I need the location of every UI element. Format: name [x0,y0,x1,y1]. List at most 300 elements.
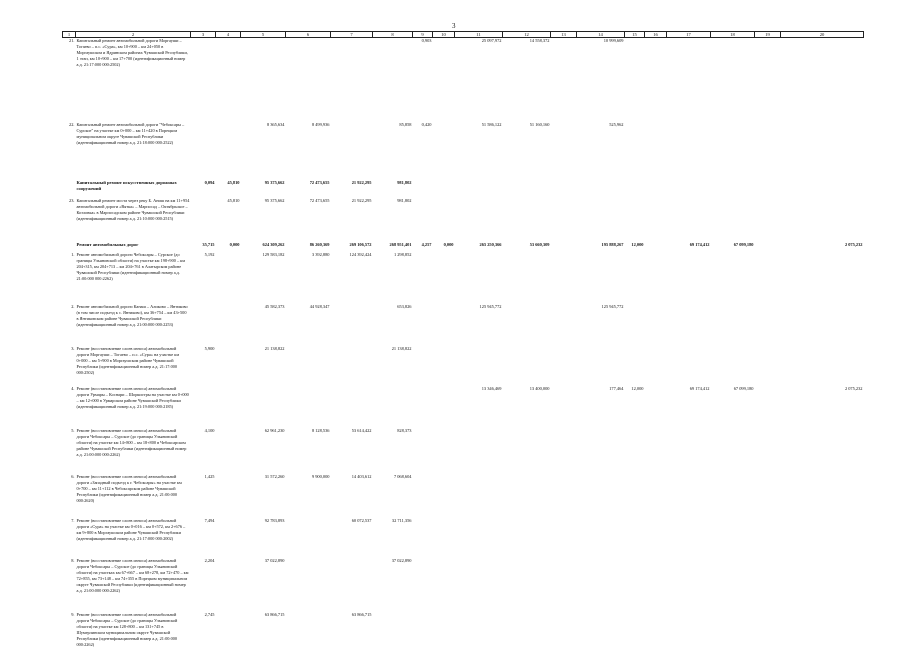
value-cell-20: 2 075,232 [844,385,863,391]
value-cell-14: 177,464 [609,385,624,391]
value-cell-9: 0,420 [421,121,432,127]
value-cell-15 [625,198,645,242]
value-cell-5: 8 365,634 [266,121,285,127]
value-cell-15: 12,000 [631,241,644,247]
value-cell-18: 67 099,180 [733,241,754,247]
value-cell-14 [577,346,625,386]
value-cell-10 [433,304,455,346]
value-cell-6 [286,346,331,386]
value-cell-11 [455,474,503,518]
value-cell-7 [331,386,373,428]
work-description: Ремонт (восстановление слоев износа) автомобильной дороги «Западный подъезд к г. Чебоксары» на участке км 0+700 – км 11+112 в Чебоксарском районе Чувашской Республики (идентификационный номер а.д. 21:00:000 000:2620) [76,473,182,503]
value-cell-8: 981,802 [397,197,412,203]
value-cell-3: 1,425 [204,473,215,479]
value-cell-14 [577,474,625,518]
value-cell-13 [551,252,577,304]
value-cell-15 [625,612,645,656]
value-cell-5: 62 961,230 [264,427,285,433]
column-header-17: 17 [667,32,711,38]
value-cell-11: 13 346,469 [481,385,502,391]
value-cell-4 [216,122,241,180]
page-number: 3 [452,22,456,30]
value-cell-13 [551,474,577,518]
value-cell-11 [455,198,503,242]
value-cell-4 [216,474,241,518]
value-cell-18 [711,38,755,122]
column-header-11: 11 [455,32,503,38]
value-cell-17 [667,198,711,242]
value-cell-13 [551,304,577,346]
value-cell-7: 21 922,295 [351,179,372,185]
work-description: Ремонт (восстановление слоев износа) автомобильной дороги Чебоксары – Сурское (до границы Ульяновской области) на участках км 67+667 – км 68+278, км 72+470 – км 72+855, км 73+148 – км 74+355 в Порецком муниципальном округе Чувашской Республики (идентификационный номер а.д. 21:00:000 000:2262) [76,557,189,593]
work-description: Ремонт (восстановление слоев износа) автомобильной дороги Чебоксары – Сурское (до границы Ульяновской области) на участке км 128+800 – км 131+745 в Шумерлинском муниципальном округе Чувашской Республики (идентификационный номер а.д. 21:00:000 000:2262) [76,611,178,647]
table-row [63,474,864,518]
value-cell-17 [667,180,711,198]
value-cell-4: 45,810 [227,179,240,185]
column-header-13: 13 [551,32,577,38]
value-cell-19 [755,38,781,122]
table-body [63,38,864,656]
value-cell-12 [503,518,551,558]
value-cell-15 [625,252,645,304]
value-cell-4 [216,346,241,386]
column-header-18: 18 [711,32,755,38]
value-cell-16 [645,558,667,612]
value-cell-14: 525,962 [609,121,624,127]
value-cell-3 [191,122,216,180]
value-cell-13 [551,558,577,612]
value-cell-11: 265 250,366 [479,241,502,247]
value-cell-14 [577,612,625,656]
value-cell-12: 14 558,372 [529,38,550,43]
value-cell-14 [577,428,625,474]
value-cell-15 [625,122,645,180]
value-cell-3: 0,094 [204,179,215,185]
value-cell-17 [667,38,711,122]
value-cell-10 [433,122,455,180]
value-cell-10 [433,346,455,386]
value-cell-10: 0,000 [443,241,454,247]
value-cell-11 [455,346,503,386]
value-cell-13 [551,180,577,198]
value-cell-18 [711,474,755,518]
value-cell-9 [413,428,433,474]
value-cell-7: 63 866,715 [351,611,372,617]
value-cell-11 [455,518,503,558]
value-cell-16 [645,38,667,122]
value-cell-3 [191,38,216,122]
value-cell-15 [625,304,645,346]
value-cell-7: 269 106,572 [349,241,372,247]
value-cell-8: 7 068,604 [393,473,412,479]
value-cell-12 [503,558,551,612]
value-cell-3 [191,304,216,346]
column-header-4: 4 [216,32,241,38]
value-cell-14 [577,180,625,198]
value-cell-8: 268 951,401 [389,241,412,247]
value-cell-4 [216,612,241,656]
value-cell-11 [455,180,503,198]
column-header-8: 8 [373,32,413,38]
value-cell-20 [781,180,864,198]
value-cell-13 [551,38,577,122]
column-header-6: 6 [286,32,331,38]
value-cell-6: 72 473,655 [309,179,330,185]
row-number: 2. [71,303,75,309]
value-cell-8 [373,386,413,428]
row-number: 23. [69,197,75,203]
value-cell-18 [711,180,755,198]
value-cell-18 [711,252,755,304]
row-number: 3. [71,345,75,351]
value-cell-5: 95 375,662 [264,179,285,185]
work-description: Ремонт (восстановление слоев износа) автомобильной дороги Моргауши – Тогаево – п.с. «Сура» на участке км 0+000 – км 5+900 в Моргаушском районе Чувашской Республики (идентификационный номер а.д. 21:17:000 000:2502) [76,345,180,375]
value-cell-15 [625,474,645,518]
value-cell-12 [503,346,551,386]
value-cell-17 [667,474,711,518]
column-header-10: 10 [433,32,455,38]
value-cell-3: 5,192 [204,251,215,257]
value-cell-13 [551,242,577,252]
value-cell-12 [503,474,551,518]
value-cell-13 [551,346,577,386]
value-cell-12 [503,428,551,474]
work-description: Капитальный ремонт автомобильной дороги Моргауши – Тогаево – п.с. «Сура», км 10+900 – км 24+050 в Моргаушском и Ядринском районах Чувашской Республики, 1 этап, км 10+900 – км 17+700 (идентификационный номер а.д. 21:17:000 000:2502) [76,38,188,67]
value-cell-6 [286,38,331,122]
value-cell-19 [755,252,781,304]
value-cell-19 [755,346,781,386]
value-cell-8 [373,612,413,656]
value-cell-19 [755,474,781,518]
value-cell-14 [577,558,625,612]
value-cell-5: 92 783,893 [264,517,285,523]
value-cell-17 [667,346,711,386]
value-cell-15 [625,38,645,122]
column-header-7: 7 [331,32,373,38]
row-number: 1. [71,251,75,257]
column-header-12: 12 [503,32,551,38]
value-cell-19 [755,122,781,180]
value-cell-3: 2,204 [204,557,215,563]
value-cell-19 [755,612,781,656]
value-cell-4: 0,000 [229,241,240,247]
value-cell-6: 8 499,936 [311,121,330,127]
value-cell-5: 45 582,373 [264,303,285,309]
value-cell-10 [433,38,455,122]
value-cell-10 [433,428,455,474]
value-cell-18 [711,198,755,242]
value-cell-10 [433,474,455,518]
table-row [63,386,864,428]
value-cell-13 [551,612,577,656]
value-cell-10 [433,198,455,242]
work-description: Капитальный ремонт искусственных дорожных сооружений [76,179,177,191]
value-cell-20 [781,474,864,518]
value-cell-20 [781,346,864,386]
value-cell-4 [216,304,241,346]
value-cell-5: 624 309,262 [262,241,285,247]
table-row [63,198,864,242]
value-cell-7 [331,38,373,122]
value-cell-9 [413,198,433,242]
value-cell-16 [645,242,667,252]
value-cell-5: 63 866,715 [264,611,285,617]
value-cell-18 [711,346,755,386]
value-cell-17 [667,304,711,346]
value-cell-16 [645,518,667,558]
value-cell-19 [755,558,781,612]
value-cell-12 [503,612,551,656]
value-cell-9 [413,346,433,386]
work-description: Ремонт автомобильных дорог [76,241,139,247]
work-description: Ремонт (восстановление слоев износа) автомобильной дороги Чебоксары – Сурское (до границы Ульяновской области) на участке км 14+800 – км 18+800 в Чебоксарском районе Чувашской Республики (идентификационный номер а.д. 21:00:000 000:2262) [76,427,187,457]
value-cell-8: 981,802 [397,179,412,185]
value-cell-20 [781,198,864,242]
value-cell-10 [433,612,455,656]
column-header-15: 15 [625,32,645,38]
value-cell-8 [373,38,413,122]
value-cell-9 [413,180,433,198]
value-cell-11: 125 945,772 [479,303,502,309]
value-cell-14: 195 888,267 [601,241,624,247]
value-cell-8: 653,826 [397,303,412,309]
row-number: 7. [71,517,75,523]
value-cell-18 [711,612,755,656]
value-cell-16 [645,386,667,428]
value-cell-17: 69 174,412 [689,241,710,247]
value-cell-3: 7,494 [204,517,215,523]
value-cell-6 [286,558,331,612]
value-cell-9 [413,386,433,428]
row-number: 9. [71,611,75,617]
value-cell-6: 86 260,369 [309,241,330,247]
value-cell-5 [241,386,286,428]
value-cell-4 [216,518,241,558]
value-cell-12: 51 160,160 [529,121,550,127]
value-cell-7: 21 922,295 [351,197,372,203]
value-cell-18 [711,518,755,558]
value-cell-20 [781,252,864,304]
table-row [63,242,864,252]
value-cell-11 [455,612,503,656]
value-cell-16 [645,612,667,656]
value-cell-15: 12,000 [631,385,644,391]
value-cell-4 [216,386,241,428]
value-cell-17 [667,122,711,180]
value-cell-15 [625,558,645,612]
value-cell-4 [216,38,241,122]
value-cell-16 [645,180,667,198]
value-cell-17 [667,252,711,304]
value-cell-11 [455,428,503,474]
value-cell-7 [331,122,373,180]
value-cell-14 [577,252,625,304]
column-header-14: 14 [577,32,625,38]
table-row [63,180,864,198]
value-cell-7: 124 392,424 [349,251,372,257]
work-description: Капитальный ремонт моста через реку Б. Аниш на км 11+954 автомобильной дороги «Вятка» – Марпосад – Октябрьское – Козловка» в Марпосадском районе Чувашской Республики (идентификационный номер а.д. 21:10:000 000:2515) [76,197,190,221]
value-cell-14: 125 945,772 [601,303,624,309]
value-cell-12 [503,198,551,242]
value-cell-7 [331,558,373,612]
row-number: 21. [69,38,75,43]
value-cell-20 [781,304,864,346]
table-row [63,612,864,656]
value-cell-18 [711,304,755,346]
row-number [63,242,76,252]
value-cell-6: 9 900,000 [311,473,330,479]
value-cell-11: 25 097,972 [481,38,502,43]
value-cell-11 [455,558,503,612]
value-cell-16 [645,474,667,518]
value-cell-3: 5,900 [204,345,215,351]
value-cell-7: 14 403,612 [351,473,372,479]
value-cell-13 [551,198,577,242]
value-cell-3: 4,100 [204,427,215,433]
value-cell-6 [286,518,331,558]
value-cell-18 [711,428,755,474]
value-cell-8: 828,373 [397,427,412,433]
value-cell-20 [781,518,864,558]
value-cell-9: 4,257 [421,241,432,247]
value-cell-5: 37 022,890 [264,557,285,563]
value-cell-5: 129 583,182 [262,251,285,257]
value-cell-17 [667,558,711,612]
value-cell-8: 37 022,890 [391,557,412,563]
value-cell-20 [781,558,864,612]
value-cell-4 [216,428,241,474]
value-cell-13 [551,386,577,428]
value-cell-16 [645,252,667,304]
table-row [63,428,864,474]
value-cell-19 [755,242,781,252]
value-cell-5 [241,38,286,122]
row-number: 4. [71,385,75,391]
value-cell-7 [331,346,373,386]
value-cell-20 [781,428,864,474]
value-cell-19 [755,386,781,428]
value-cell-6: 44 928,347 [309,303,330,309]
value-cell-20 [781,612,864,656]
row-number: 6. [71,473,75,479]
value-cell-3 [191,198,216,242]
value-cell-13 [551,428,577,474]
value-cell-10 [433,180,455,198]
column-header-9: 9 [413,32,433,38]
value-cell-10 [433,386,455,428]
value-cell-19 [755,428,781,474]
value-cell-19 [755,304,781,346]
table-row [63,304,864,346]
column-header-2: 2 [76,32,191,38]
value-cell-17 [667,518,711,558]
column-header-20: 20 [781,32,864,38]
value-cell-19 [755,198,781,242]
value-cell-16 [645,428,667,474]
table-row [63,518,864,558]
column-header-16: 16 [645,32,667,38]
table-row [63,346,864,386]
value-cell-18 [711,122,755,180]
value-cell-20 [781,38,864,122]
value-cell-14 [577,198,625,242]
column-header-1: 1 [63,32,76,38]
value-cell-4 [216,252,241,304]
value-cell-12 [503,304,551,346]
value-cell-6: 8 128,536 [311,427,330,433]
value-cell-10 [433,518,455,558]
row-number: 8. [71,557,75,563]
value-cell-9 [413,474,433,518]
value-cell-7: 53 614,422 [351,427,372,433]
value-cell-17 [667,612,711,656]
value-cell-9 [413,252,433,304]
value-cell-10 [433,558,455,612]
value-cell-9 [413,304,433,346]
value-cell-18 [711,558,755,612]
table-row [63,558,864,612]
value-cell-15 [625,180,645,198]
value-cell-9: 0,903 [421,38,432,43]
value-cell-9 [413,558,433,612]
value-cell-4 [216,558,241,612]
value-cell-19 [755,180,781,198]
value-cell-9 [413,612,433,656]
value-cell-8: 1 298,852 [393,251,412,257]
work-description: Ремонт (восстановление слоев износа) автомобильной дороги Урмары – Коснари – Шоркистры на участке км 0+000 – км 12+000 в Урмарском районе Чувашской Республики (идентификационный номер а.д. 21:19:000 000:2185) [76,385,189,409]
value-cell-16 [645,304,667,346]
value-cell-6 [286,612,331,656]
work-description: Ремонт автомобильной дороги Канаш – Аликово – Янтиково (в том числе подъезд к с. Янтиково), км 36+754 – км 43+500 в Янтиковском районе Чувашской Республики (идентификационный номер а.д. 21:00:000 000:2253) [76,303,188,327]
road-works-table [62,31,864,656]
value-cell-3 [191,386,216,428]
value-cell-11: 51 586,122 [481,121,502,127]
value-cell-5: 31 572,260 [264,473,285,479]
value-cell-6 [286,386,331,428]
value-cell-17 [667,428,711,474]
value-cell-20 [781,122,864,180]
value-cell-13 [551,122,577,180]
value-cell-11 [455,252,503,304]
value-cell-6: 3 392,880 [311,251,330,257]
work-description: Капитальный ремонт автомобильной дороги "Чебоксары – Сурское" на участке км 0+000 – км 11+420 в Порецком муниципальном округе Чувашской Республики (идентификационный номер а.д. 21:18:000 000:2522) [76,121,185,145]
value-cell-15 [625,346,645,386]
value-cell-16 [645,346,667,386]
column-header-19: 19 [755,32,781,38]
value-cell-3: 2,745 [204,611,215,617]
value-cell-19 [755,518,781,558]
table-row [63,38,864,122]
row-number: 5. [71,427,75,433]
value-cell-7 [331,304,373,346]
value-cell-10 [433,252,455,304]
value-cell-18: 67 099,180 [733,385,754,391]
value-cell-13 [551,518,577,558]
value-cell-12: 13 400,000 [529,385,550,391]
value-cell-15 [625,518,645,558]
value-cell-5: 95 375,662 [264,197,285,203]
work-description: Ремонт (восстановление слоев износа) автомобильной дороги «Сура» на участке км 0+016 – км 0+572, км 2+676 – км 9+800 в Моргаушском районе Чувашской Республики (идентификационный номер а.д. 21:17:000 000:2002) [76,517,186,541]
value-cell-14 [577,518,625,558]
work-description: Ремонт автомобильной дороги Чебоксары – Сурское (до границы Ульяновской области) на участке км 198+900 – км 204+315, км 204+713 – км 204+761 в Алатырском районе Чувашской Республики (идентификационный номер а.д. 21:00:000 000:2262) [76,251,185,281]
value-cell-3: 35,715 [202,241,215,247]
value-cell-16 [645,122,667,180]
value-cell-12 [503,252,551,304]
value-cell-6: 72 473,655 [309,197,330,203]
column-header-3: 3 [191,32,216,38]
value-cell-8: 85,858 [399,121,412,127]
value-cell-12: 53 660,309 [529,241,550,247]
